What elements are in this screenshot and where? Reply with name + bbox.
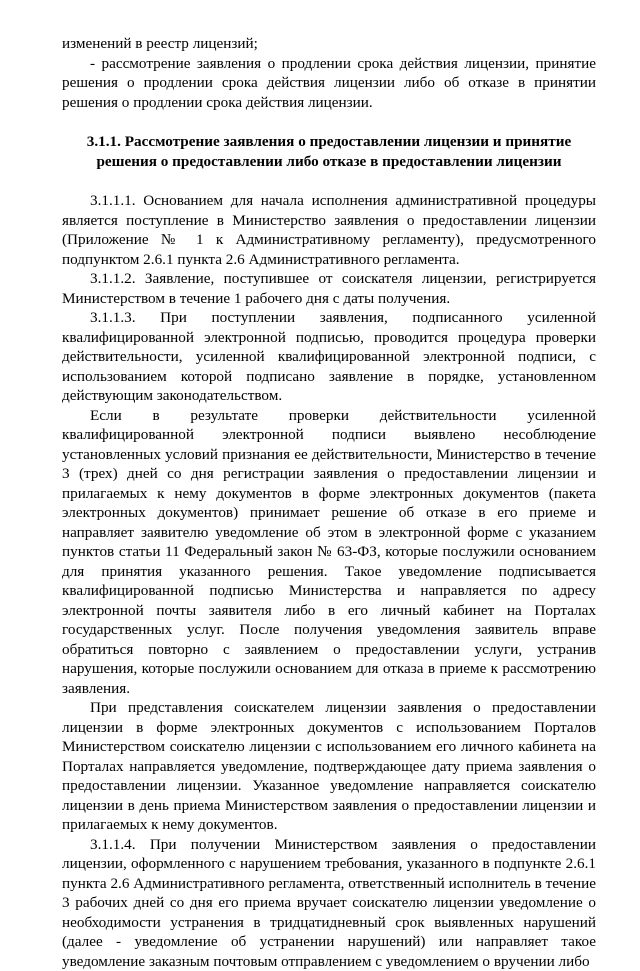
document-body xyxy=(62,34,596,971)
paragraph-3-1-1-1: 3.1.1.1. Основанием для начала исполнения административной процедуры является поступление в Министерство заявления о предоставлении лицензии (Приложение № 1 к Административному регламенту), предусмотренного подпунктом 2.6.1 пункта 2.6 Административного регламента. xyxy=(62,191,596,269)
intro-line-1: изменений в реестр лицензий; xyxy=(62,34,596,54)
section-heading-line-2: решения о предоставлении либо отказе в предоставлении лицензии xyxy=(62,152,596,172)
paragraph-portal-notification: При представления соискателем лицензии заявления о предоставлении лицензии в форме электронных документов с использованием Порталов Министерством соискателю лицензии с использованием его личного кабинета на Порталах направляется уведомление, подтверждающее дату приема заявления о предоставлении лицензии. Указанное уведомление направляется соискателю лицензии в день приема Министерством заявления о предоставлении лицензии и прилагаемых к нему документов. xyxy=(62,698,596,835)
paragraph-3-1-1-4: 3.1.1.4. При получении Министерством заявления о предоставлении лицензии, оформленного с нарушением требования, указанного в подпункте 2.6.1 пункта 2.6 Административного регламента, ответственный исполнитель в течение 3 рабочих дней со дня его приема вручает соискателю лицензии уведомление о необходимости устранения в тридцатидневный срок выявленных нарушений (далее - уведомление об устранении нарушений) или направляет такое уведомление заказным почтовым отправлением с уведомлением о вручении либо xyxy=(62,835,596,971)
paragraph-3-1-1-2: 3.1.1.2. Заявление, поступившее от соискателя лицензии, регистрируется Министерством в течение 1 рабочего дня с даты получения. xyxy=(62,269,596,308)
section-heading-line-1: 3.1.1. Рассмотрение заявления о предоставлении лицензии и принятие xyxy=(62,132,596,152)
section-heading xyxy=(62,132,596,171)
intro-line-2: - рассмотрение заявления о продлении срока действия лицензии, принятие решения о продлении срока действия лицензии либо об отказе в принятии решения о продлении срока действия лицензии. xyxy=(62,54,596,113)
paragraph-signature-check: Если в результате проверки действительности усиленной квалифицированной электронной подписи выявлено несоблюдение установленных условий признания ее действительности, Министерство в течение 3 (трех) дней со дня регистрации заявления о предоставлении лицензии и прилагаемых к нему документов в форме электронных документов (пакета электронных документов) принимает решение об отказе в его приеме и направляет заявителю уведомление об этом в электронной форме с указанием пунктов статьи 11 Федеральный закон № 63-ФЗ, которые послужили основанием для принятия указанного решения. Такое уведомление подписывается квалифицированной подписью Министерства и направляется по адресу электронной почты заявителя либо в его личный кабинет на Порталах государственных услуг. После получения уведомления заявитель вправе обратиться повторно с заявлением о предоставлении услуги, устранив нарушения, которые послужили основанием для отказа в приеме к рассмотрению заявления. xyxy=(62,406,596,699)
paragraph-3-1-1-3: 3.1.1.3. При поступлении заявления, подписанного усиленной квалифицированной электронной подписью, проводится процедура проверки действительности, усиленной квалифицированной электронной подписи, с использованием которой подписано заявление в порядке, установленном действующим законодательством. xyxy=(62,308,596,406)
